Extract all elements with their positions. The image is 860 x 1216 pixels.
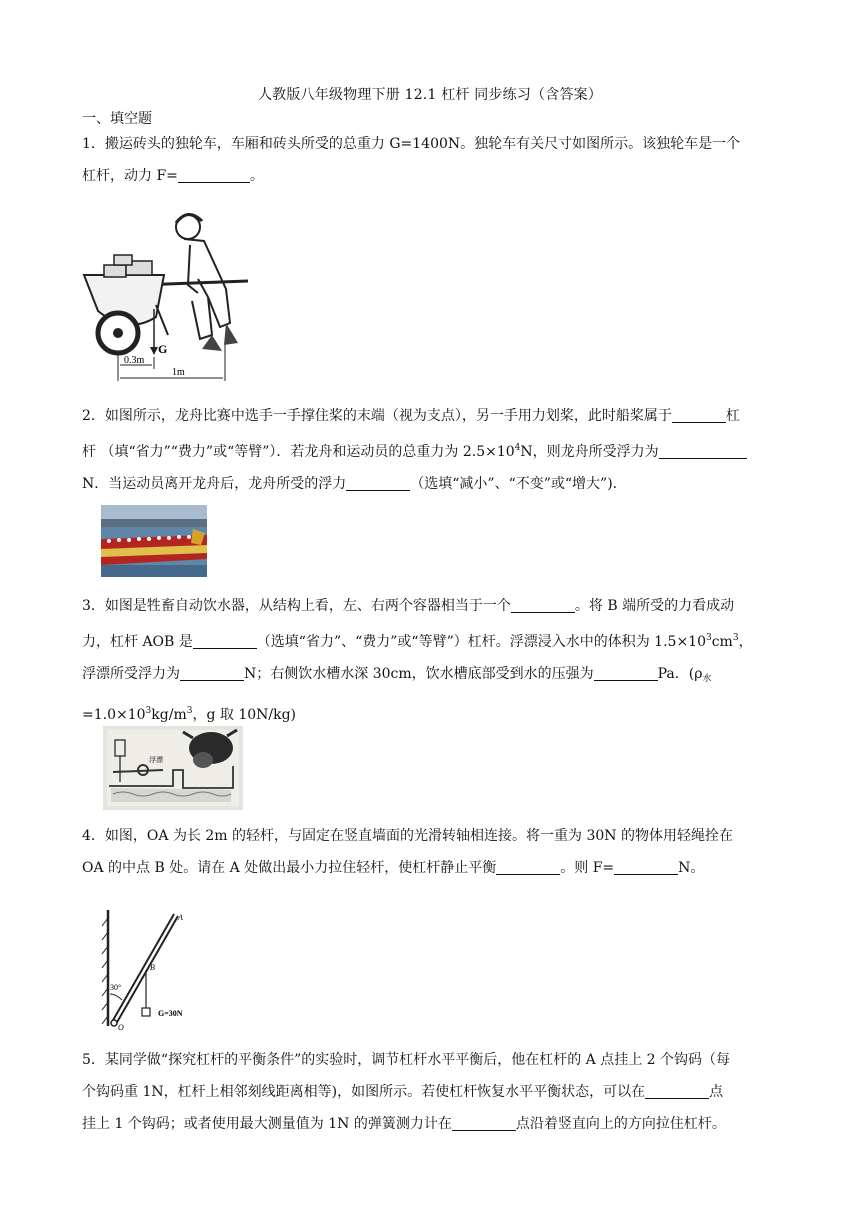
question-3: [82, 590, 782, 731]
question-4-text: OA 的中点 B 处。请在 A 处做出最小力拉住轻杆，使杠杆静止平衡: [82, 860, 497, 876]
answer-blank[interactable]: [614, 858, 678, 875]
question-1-text: 杠杆，动力 F=: [82, 168, 178, 184]
question-2-text: 杠: [725, 408, 740, 424]
question-5-text: 个钩码重 1N，杠杆上相邻刻线距离相等)，如图所示。若使杠杆恢复水平平衡状态，可以在: [82, 1084, 646, 1100]
lever-wall-figure: [98, 908, 208, 1032]
dimension-1m: 1m: [172, 367, 185, 378]
question-4-line-2: [82, 852, 782, 884]
question-2-text: （选填“减小”、“不变”或“增大”)．: [410, 476, 627, 492]
answer-blank[interactable]: [452, 1114, 516, 1131]
question-2-text: N．当运动员离开龙舟后，龙舟所受的浮力: [82, 476, 347, 492]
answer-blank[interactable]: [193, 632, 257, 649]
question-4-text: N。: [678, 860, 705, 876]
question-3-text: ，: [738, 634, 753, 650]
question-5: [82, 1044, 782, 1140]
question-2-text: N，则龙舟所受浮力为: [520, 444, 659, 460]
point-b-label: B: [150, 963, 155, 972]
exponent: 3: [186, 706, 193, 716]
question-2-text: 杆 （填“省力”“费力”或“等臂”）．若龙舟和运动员的总重力为 2.5×10: [82, 444, 515, 460]
exponent: 4: [514, 443, 521, 453]
question-3-text: =1.0×10: [82, 707, 146, 723]
question-2-text: 2．如图所示，龙舟比赛中选手一手撑住桨的末端（视为支点），另一手用力划桨，此时船桨属于: [82, 408, 672, 424]
exponent: 3: [705, 633, 712, 643]
float-label: 浮漂: [149, 756, 163, 764]
point-o-label: O: [118, 1023, 124, 1032]
question-5-line-3: [82, 1108, 782, 1140]
question-2-line-1: [82, 400, 782, 432]
question-1: [82, 128, 782, 192]
question-5-text: 点: [709, 1084, 724, 1100]
question-3-text: kg/m: [151, 707, 187, 723]
force-g-label: G: [158, 342, 168, 356]
point-a-label: A: [178, 913, 183, 922]
answer-blank[interactable]: [178, 166, 250, 183]
question-3-text: N；右侧饮水槽水深 30cm，饮水槽底部受到水的压强为: [244, 666, 594, 682]
answer-blank[interactable]: [672, 406, 726, 423]
dragon-boat-photo: [101, 505, 207, 577]
question-2-line-2: [82, 432, 782, 468]
answer-blank[interactable]: [594, 664, 658, 681]
question-5-text: 挂上 1 个钩码；或者使用最大测量值为 1N 的弹簧测力计在: [82, 1116, 452, 1132]
question-3-text: 浮漂所受浮力为: [82, 666, 180, 682]
section-heading: 一、填空题: [82, 111, 152, 127]
question-1-line-2: [82, 160, 782, 192]
answer-blank[interactable]: [645, 1082, 709, 1099]
answer-blank[interactable]: [659, 442, 747, 459]
question-3-text: ，g 取 10N/kg): [192, 707, 297, 723]
exponent: 3: [732, 633, 739, 643]
question-2-line-3: [82, 468, 782, 500]
answer-blank[interactable]: [346, 474, 410, 491]
question-3-text: cm: [711, 634, 733, 650]
question-5-text: 点沿着竖直向上的方向拉住杠杆。: [515, 1116, 726, 1132]
answer-blank[interactable]: [511, 596, 575, 613]
question-1-text-end: 。: [249, 168, 264, 184]
dimension-0-3m: 0.3m: [124, 355, 145, 366]
question-3-text: 3．如图是牲畜自动饮水器，从结构上看，左、右两个容器相当于一个: [82, 598, 511, 614]
wheelbarrow-figure: [80, 205, 250, 387]
question-3-text: 。将 B 端所受的力看成动: [574, 598, 735, 614]
question-3-text: 力，杠杆 AOB 是: [82, 634, 193, 650]
question-1-line-1: 1．搬运砖头的独轮车，车厢和砖头所受的总重力 G=1400N。独轮车有关尺寸如图所示。该独轮车是一个: [82, 136, 741, 152]
answer-blank[interactable]: [496, 858, 560, 875]
question-5-line-2: [82, 1076, 782, 1108]
subscript: 水: [702, 674, 712, 684]
question-5-line-1: 5．某同学做“探究杠杆的平衡条件”的实验时，调节杠杆水平平衡后，他在杠杆的 A 点挂上 2 个钩码（每: [82, 1052, 731, 1068]
question-3-line-3: [82, 658, 782, 695]
question-3-text: （选填“省力”、“费力”或“等臂”）杠杆。浮漂浸入水中的体积为 1.5×10: [256, 634, 706, 650]
question-2: [82, 400, 782, 500]
question-3-line-1: [82, 590, 782, 622]
question-3-text: Pa．(ρ: [657, 666, 703, 682]
question-3-line-2: [82, 622, 782, 658]
answer-blank[interactable]: [180, 664, 244, 681]
question-4-line-1: 4．如图，OA 为长 2m 的轻杆，与固定在竖直墙面的光滑转轴相连接。将一重为 30N 的物体用轻绳拴在: [82, 828, 733, 844]
angle-label: 30°: [110, 983, 122, 992]
question-4: [82, 820, 782, 884]
exponent: 3: [145, 706, 152, 716]
weight-label: G=30N: [158, 1009, 183, 1018]
question-4-text: 。则 F=: [560, 860, 615, 876]
drinker-photo: [103, 726, 243, 810]
page-title: 人教版八年级物理下册 12.1 杠杆 同步练习（含答案）: [257, 87, 603, 103]
